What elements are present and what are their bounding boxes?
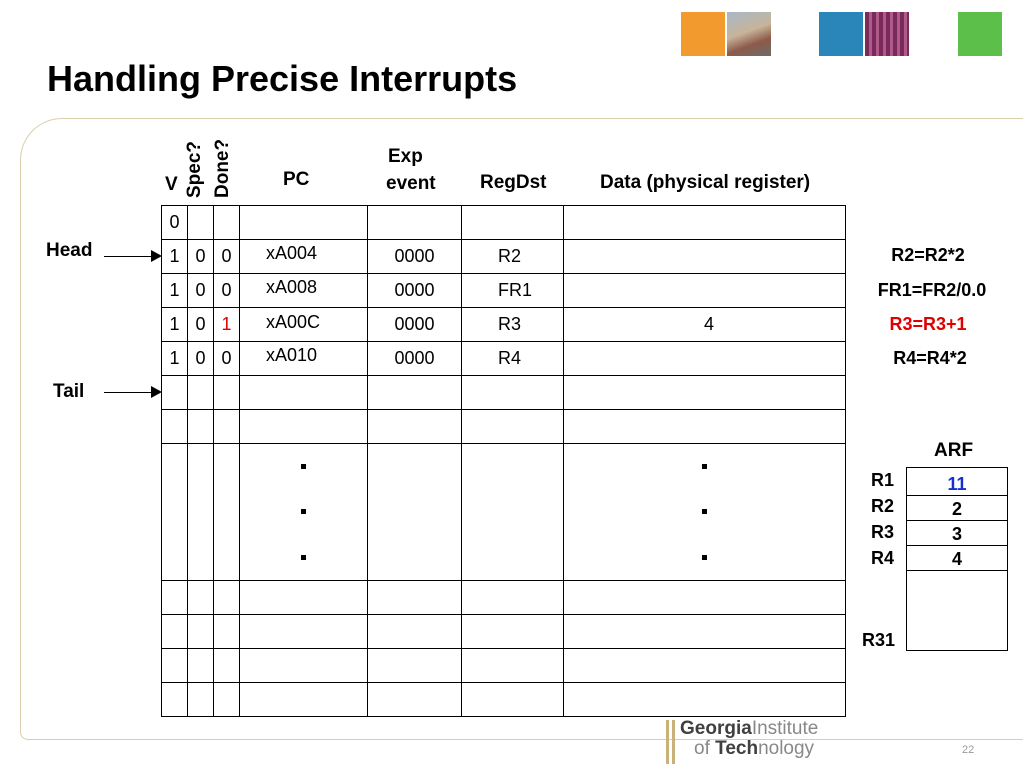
instruction-1: R2=R2*2	[891, 245, 965, 265]
cell-regdst: R2	[498, 246, 522, 266]
cell-exp: 0000	[394, 314, 435, 334]
cell-pc: xA004	[266, 243, 318, 263]
decor-square-orange	[681, 12, 725, 56]
table-row	[162, 308, 846, 342]
arf-title: ARF	[934, 440, 974, 461]
cell-done: 0	[221, 280, 232, 300]
table-row	[162, 615, 846, 649]
tail-arrow	[104, 392, 152, 393]
arf-label-r3: R3	[871, 522, 895, 542]
decor-square-blue	[819, 12, 863, 56]
decor-photo-circuit	[865, 12, 909, 56]
cell-done: 0	[221, 246, 232, 266]
table-row	[162, 581, 846, 615]
header-spec: Spec?	[184, 140, 205, 198]
logo-text-georgia: Georgia	[680, 718, 752, 739]
instruction-3: R3=R3+1	[889, 314, 967, 334]
arf-label-r31: R31	[862, 630, 896, 650]
cell-v: 1	[169, 314, 180, 334]
table-row	[162, 274, 846, 308]
header-exp-line1: Exp	[388, 146, 423, 167]
arf-box	[906, 467, 1008, 651]
arf-label-r2: R2	[871, 496, 895, 516]
cell-v: 1	[169, 280, 180, 300]
table-row	[162, 410, 846, 444]
cell-regdst: R3	[498, 314, 522, 334]
cell-exp: 0000	[394, 280, 435, 300]
table-row	[162, 206, 846, 240]
instruction-2: FR1=FR2/0.0	[877, 280, 987, 300]
cell-spec: 0	[195, 348, 206, 368]
table-row	[162, 649, 846, 683]
table-row	[162, 376, 846, 410]
arf-value-r3: 3	[907, 521, 1007, 546]
logo-text-of: of	[694, 738, 716, 759]
cell-exp: 0000	[394, 348, 435, 368]
logo-text-institute: Institute	[751, 718, 819, 739]
header-v: V	[165, 174, 178, 195]
table-row	[162, 683, 846, 717]
ellipsis-dots	[564, 444, 845, 580]
ellipsis-dots	[240, 444, 367, 580]
cell-v: 1	[169, 348, 180, 368]
decor-photo-campus	[727, 12, 771, 56]
cell-spec: 0	[195, 280, 206, 300]
header-pc: PC	[283, 169, 310, 190]
cell-data: 4	[704, 314, 715, 334]
page-number: 22	[962, 744, 975, 756]
cell-spec: 0	[195, 314, 206, 334]
cell-v: 1	[169, 246, 180, 266]
cell-regdst: FR1	[498, 280, 533, 300]
header-done: Done?	[212, 138, 233, 198]
header-data: Data (physical register)	[600, 172, 811, 193]
cell-pc: xA00C	[266, 312, 321, 332]
rob-table	[161, 205, 846, 717]
slide-title: Handling Precise Interrupts	[47, 58, 518, 99]
table-row	[162, 342, 846, 376]
cell-pc: xA008	[266, 277, 318, 297]
logo-text-tech: Tech	[715, 738, 759, 759]
header-regdst: RegDst	[480, 172, 547, 193]
tail-label: Tail	[53, 381, 85, 402]
head-arrowhead	[151, 250, 162, 262]
tail-arrowhead	[151, 386, 162, 398]
cell-done: 0	[221, 348, 232, 368]
instruction-4: R4=R4*2	[893, 348, 967, 368]
cell-pc: xA010	[266, 345, 318, 365]
cell-spec: 0	[195, 246, 206, 266]
arf-value-r2: 2	[907, 496, 1007, 521]
header-exp-line2: event	[386, 173, 436, 194]
cell-v: 0	[169, 212, 180, 232]
arf-label-r1: R1	[871, 470, 895, 490]
arf-value-r1: 11	[907, 471, 1007, 496]
logo-text-nology: nology	[758, 738, 815, 759]
cell-exp: 0000	[394, 246, 435, 266]
arf-value-r4: 4	[907, 546, 1007, 571]
table-row-ellipsis	[162, 444, 846, 581]
cell-regdst: R4	[498, 348, 522, 368]
logo-mark-icon	[664, 720, 678, 764]
decor-square-green	[958, 12, 1002, 56]
georgia-tech-logo	[664, 718, 874, 764]
head-label: Head	[46, 240, 93, 261]
head-arrow	[104, 256, 152, 257]
table-row	[162, 240, 846, 274]
cell-done: 1	[221, 314, 232, 334]
arf-label-r4: R4	[871, 548, 895, 568]
